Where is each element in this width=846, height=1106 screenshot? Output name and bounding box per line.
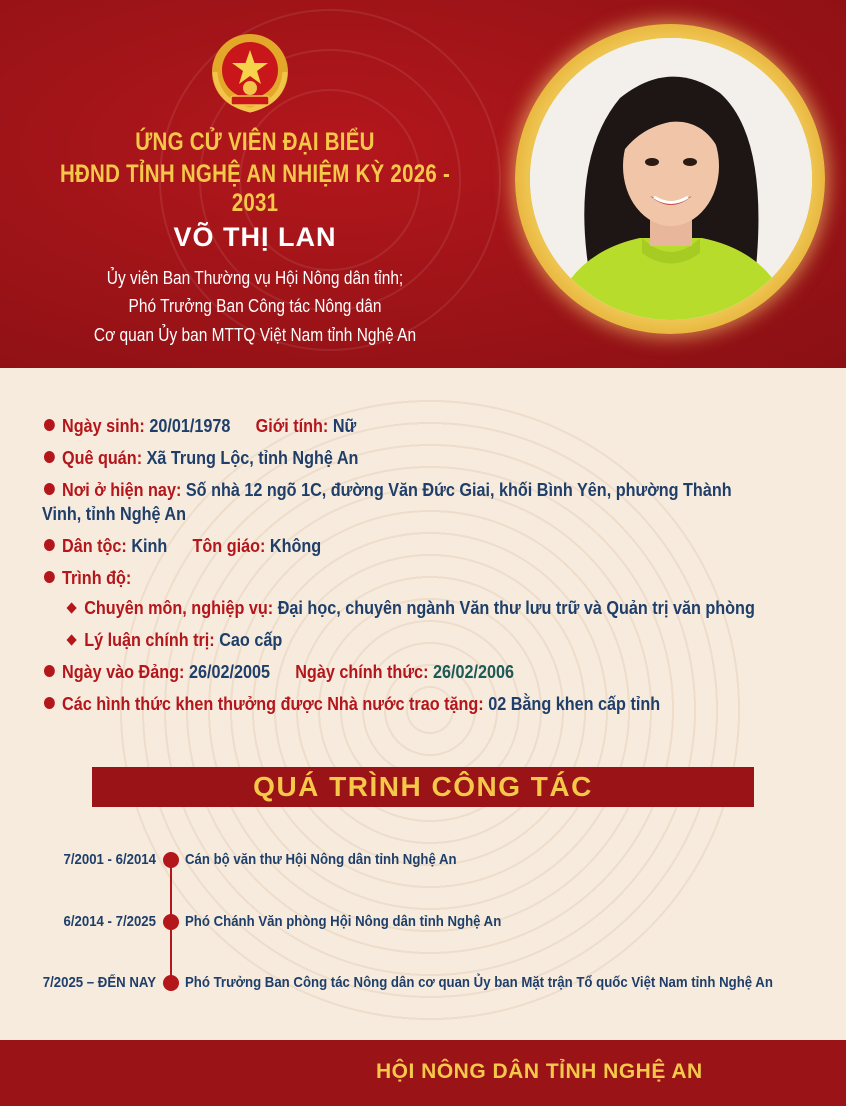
dob-value: 20/01/1978 <box>149 416 231 436</box>
timeline-text-2: Phó Chánh Văn phòng Hội Nông dân tỉnh Nghệ An <box>185 913 502 930</box>
info-row-specialty <box>68 598 755 619</box>
diamond-bullet-icon <box>67 634 77 645</box>
section-title-bar <box>92 767 754 807</box>
timeline-text-3: Phó Trưởng Ban Công tác Nông dân cơ quan Ủy ban Mặt trận Tổ quốc Việt Nam tỉnh Nghệ An <box>185 974 773 991</box>
residence-value-line2: Vinh, tỉnh Nghệ An <box>42 504 186 524</box>
bullet-icon <box>44 419 55 431</box>
awards-value: 02 Bằng khen cấp tỉnh <box>488 694 661 714</box>
bullet-icon <box>44 697 55 709</box>
info-row-party <box>44 662 514 683</box>
role-line-2: Phó Trưởng Ban Công tác Nông dân <box>128 296 382 316</box>
info-row-politics <box>68 630 282 651</box>
residence-label: Nơi ở hiện nay: <box>62 480 182 500</box>
party-official-value: 26/02/2006 <box>432 662 515 682</box>
role-line-1: Ủy viên Ban Thường vụ Hội Nông dân tỉnh; <box>106 268 404 288</box>
politics-label: Lý luận chính trị: <box>84 630 215 650</box>
info-row-education <box>44 568 131 589</box>
specialty-label: Chuyên môn, nghiệp vụ: <box>84 598 274 618</box>
info-row-hometown <box>44 448 358 469</box>
party-official-label: Ngày chính thức: <box>295 662 429 682</box>
info-row-dob <box>44 416 356 437</box>
bullet-icon <box>44 539 55 551</box>
title-line-2: HĐND TỈNH NGHỆ AN NHIỆM KỲ 2026 - 2031 <box>59 160 451 217</box>
bullet-icon <box>44 665 55 677</box>
hometown-value: Xã Trung Lộc, tỉnh Nghệ An <box>146 448 359 468</box>
education-label: Trình độ: <box>62 568 132 588</box>
national-emblem-icon <box>207 30 293 116</box>
timeline-period-2: 6/2014 - 7/2025 <box>63 913 156 930</box>
footer-organization: HỘI NÔNG DÂN TỈNH NGHỆ AN <box>376 1060 703 1083</box>
info-row-awards <box>44 694 660 715</box>
info-row-residence <box>44 480 732 501</box>
role-line-3: Cơ quan Ủy ban MTTQ Việt Nam tỉnh Nghệ An <box>93 325 417 345</box>
timeline-dot-icon <box>163 914 179 930</box>
timeline-text-1: Cán bộ văn thư Hội Nông dân tỉnh Nghệ An <box>185 851 457 868</box>
awards-label: Các hình thức khen thưởng được Nhà nước trao tặng: <box>62 694 484 714</box>
residence-value-line1: Số nhà 12 ngõ 1C, đường Văn Đức Giai, khối Bình Yên, phường Thành <box>185 480 732 500</box>
candidate-portrait <box>530 38 812 320</box>
diamond-bullet-icon <box>67 602 77 613</box>
info-row-residence-cont <box>42 504 186 525</box>
bullet-icon <box>44 571 55 583</box>
timeline-dot-icon <box>163 852 179 868</box>
title-line-1: ỨNG CỬ VIÊN ĐẠI BIỂU <box>135 128 375 156</box>
gender-label: Giới tính: <box>255 416 329 436</box>
section-title: QUÁ TRÌNH CÔNG TÁC <box>253 771 593 802</box>
hometown-label: Quê quán: <box>62 448 143 468</box>
party-join-value: 26/02/2005 <box>188 662 271 682</box>
religion-label: Tôn giáo: <box>192 536 266 556</box>
bullet-icon <box>44 451 55 463</box>
specialty-value: Đại học, chuyên ngành Văn thư lưu trữ và Quản trị văn phòng <box>277 598 755 618</box>
party-join-label: Ngày vào Đảng: <box>62 662 185 682</box>
gender-value: Nữ <box>332 416 357 436</box>
dob-label: Ngày sinh: <box>62 416 145 436</box>
header-banner <box>0 0 846 368</box>
ethnicity-label: Dân tộc: <box>62 536 127 556</box>
ethnicity-value: Kinh <box>131 536 168 556</box>
timeline-period-1: 7/2001 - 6/2014 <box>63 851 156 868</box>
politics-value: Cao cấp <box>219 630 283 650</box>
info-row-ethnicity <box>44 536 321 557</box>
timeline-dot-icon <box>163 975 179 991</box>
timeline-period-3: 7/2025 – ĐẾN NAY <box>42 974 156 991</box>
religion-value: Không <box>269 536 322 556</box>
candidate-name: VÕ THỊ LAN <box>173 222 337 252</box>
bullet-icon <box>44 483 55 495</box>
footer-banner <box>0 1040 846 1106</box>
